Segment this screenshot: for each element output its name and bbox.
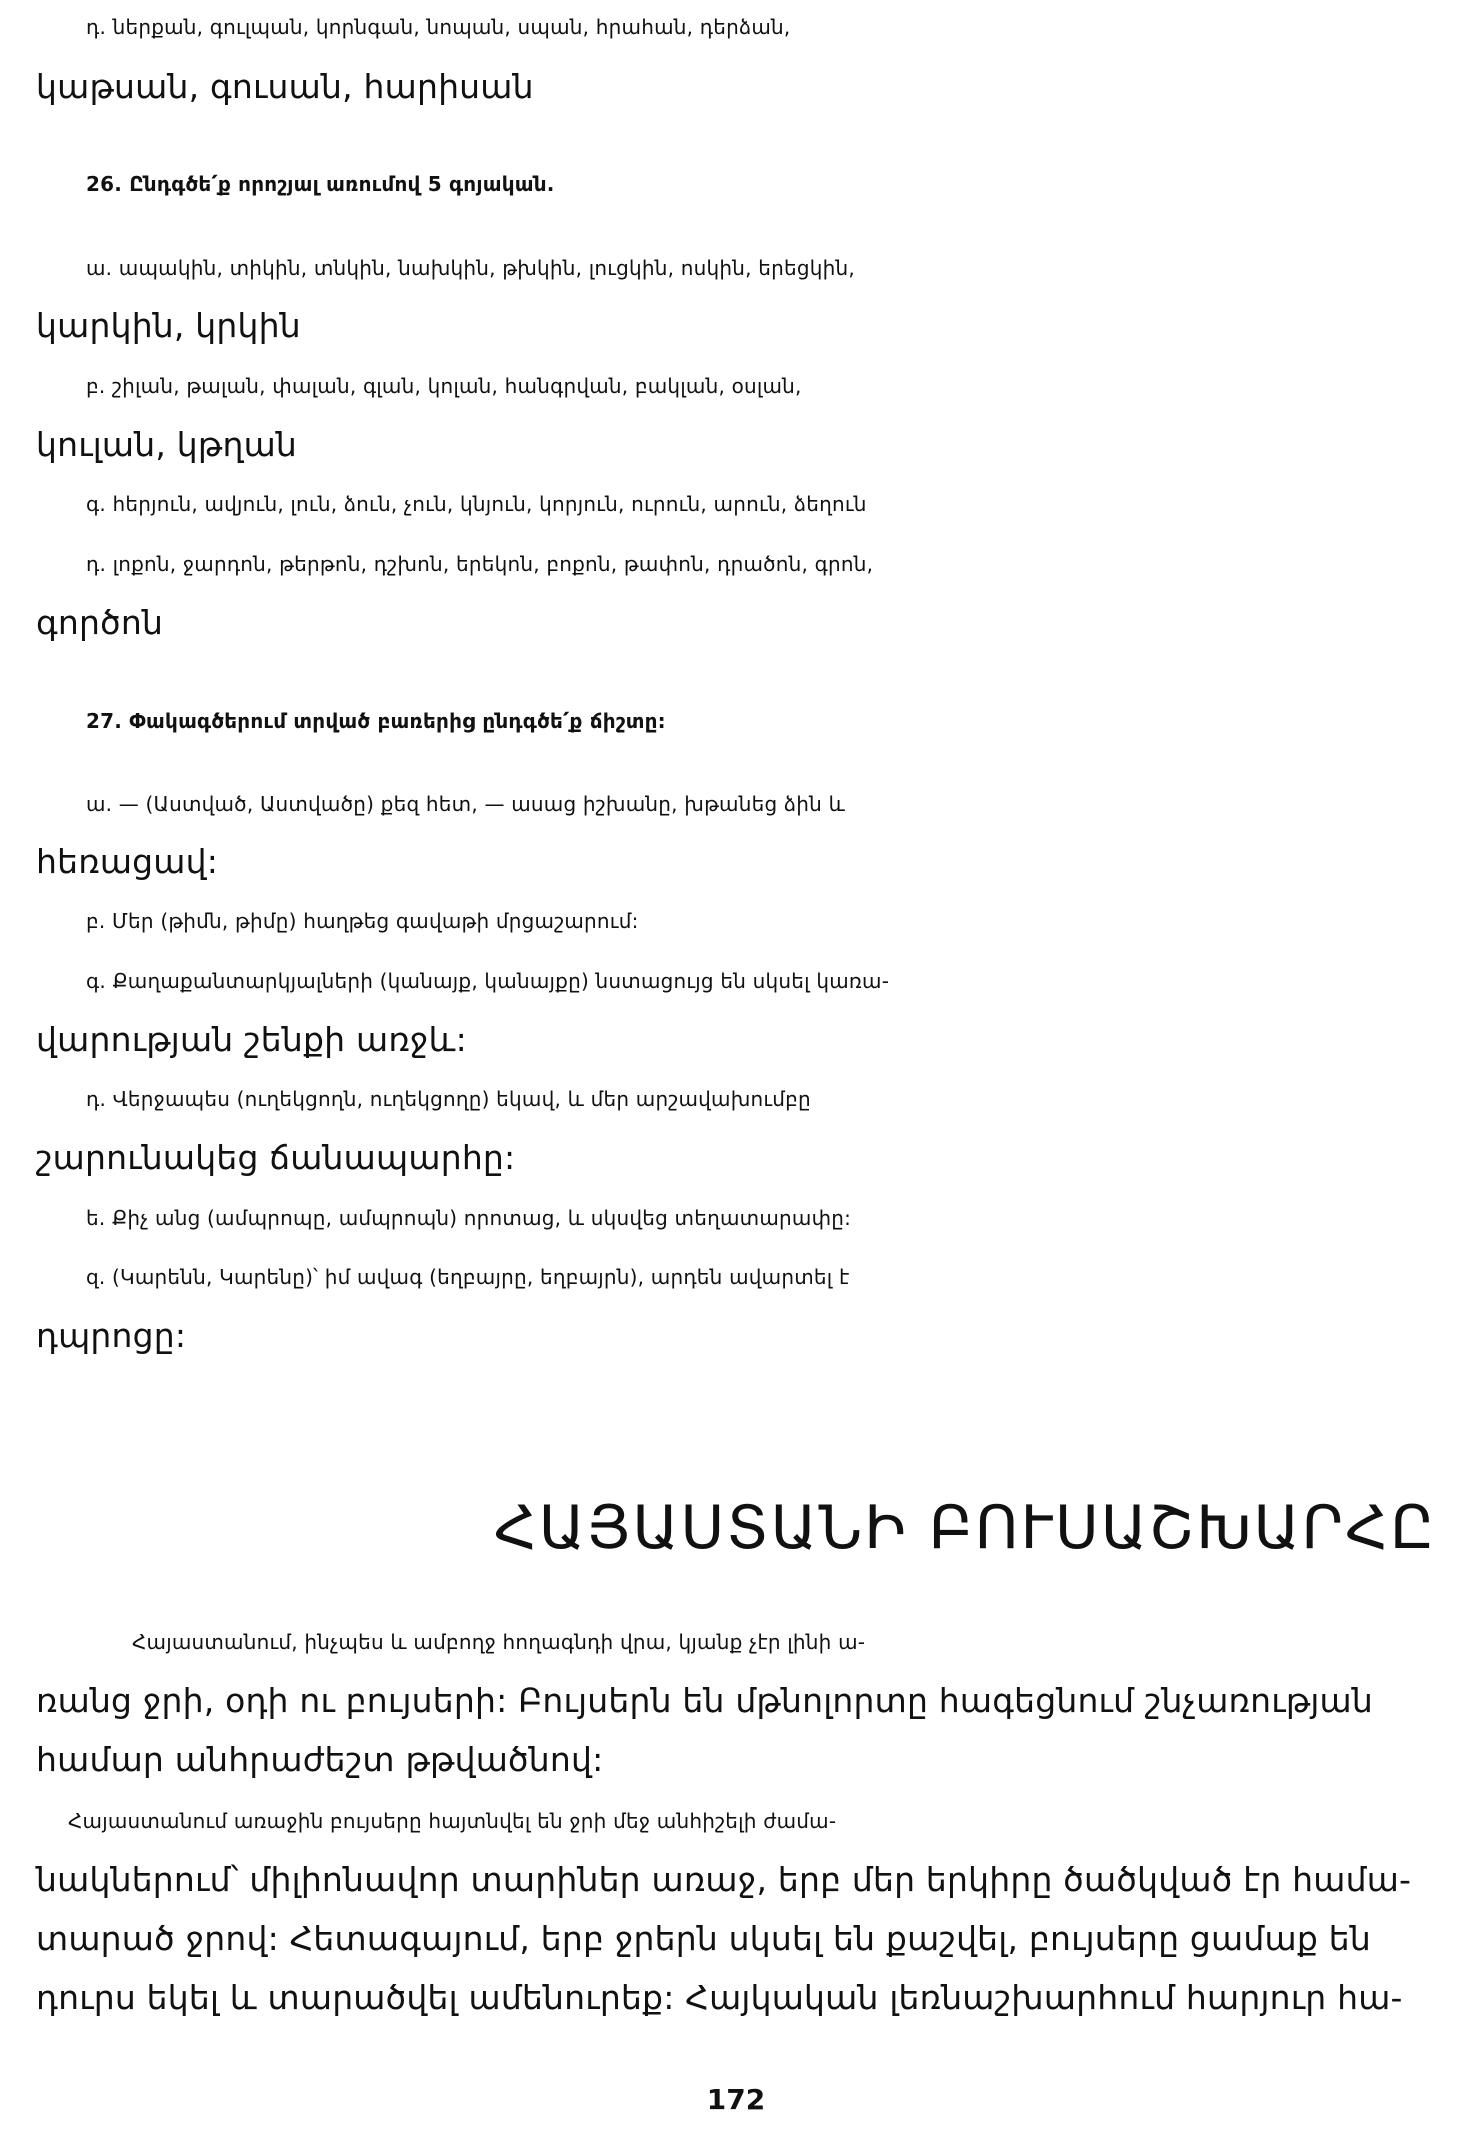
exercise-27-item-c-cont: վարության շենքի առջև: [36, 1020, 467, 1059]
exercise-27-item-c: գ. Քաղաքանտարկյալների (կանայք, կանայքը) նստացույց են սկսել կառա- [86, 969, 890, 993]
paragraph-1-line-3: համար անհրաժեշտ թթվածնով: [36, 1740, 604, 1779]
exercise-27-heading: 27. Փակագծերում տրված բառերից ընդգծե՛ք ճիշտը: [86, 709, 666, 733]
exercise-27-item-e: ե. Քիչ անց (ամպրոպը, ամպրոպն) որոտաց, և սկսվեց տեղատարափը: [86, 1206, 852, 1230]
exercise-26-item-b: բ. շիլան, թալան, փալան, գլան, կոլան, հանգրվան, բակլան, օսլան, [86, 374, 802, 398]
exercise-26-item-a-cont: կարկին, կրկին [36, 306, 301, 345]
exercise-27-item-a-cont: հեռացավ: [36, 842, 219, 881]
page-number: 172 [706, 2083, 766, 2116]
section-heading: ՀԱՅԱՍՏԱՆԻ ԲՈՒՍԱՇԽԱՐՀԸ [493, 1493, 1436, 1563]
exercise-26-item-c: գ. հերյուն, ավյուն, լուն, ձուն, չուն, կնյուն, կորյուն, ուրուն, արուն, ձեղուն [86, 492, 867, 516]
paragraph-2-line-1: Հայաստանում առաջին բույսերը հայտնվել են ջրի մեջ անհիշելի ժամա- [68, 1809, 837, 1833]
paragraph-2-line-3: տարած ջրով: Հետագայում, երբ ջրերն սկսել են քաշվել, բույսերը ցամաք են [36, 1919, 1371, 1958]
exercise-26-item-b-cont: կուլան, կթղան [36, 425, 298, 464]
exercise-25-item-d: դ. ներքան, գուլպան, կորնգան, նոպան, սպան, հրահան, դերձան, [86, 15, 791, 39]
exercise-27-item-b: բ. Մեր (թիմն, թիմը) հաղթեց գավաթի մրցաշարում: [86, 909, 639, 933]
paragraph-1-line-2: ռանց ջրի, օդի ու բույսերի: Բույսերն են մթնոլորտը հագեցնում շնչառության [36, 1681, 1373, 1720]
exercise-25-item-d-cont: կաթսան, գուսան, հարիսան [36, 67, 534, 106]
exercise-26-item-a: ա. ապակին, տիկին, տնկին, նախկին, թխկին, լուցկին, ոսկին, երեցկին, [86, 256, 855, 280]
exercise-27-item-z: զ. (Կարենն, Կարենը)՝ իմ ավագ (եղբայրը, եղբայրն), արդեն ավարտել է [86, 1265, 850, 1289]
exercise-26-item-d: դ. լոքոն, ջարդոն, թերթոն, դշխոն, երեկոն, բոքոն, թափոն, դրածոն, գրոն, [86, 552, 874, 576]
exercise-26-heading: 26. Ընդգծե՛ք որոշյալ առումով 5 գոյական. [86, 172, 555, 196]
exercise-27-item-d: դ. Վերջապես (ուղեկցողն, ուղեկցողը) եկավ, և մեր արշավախումբը [86, 1087, 811, 1111]
paragraph-2-line-2: նակներում՝ միլիոնավոր տարիներ առաջ, երբ մեր երկիրը ծածկված էր համա- [36, 1860, 1412, 1899]
exercise-26-item-d-cont: գործոն [36, 603, 164, 642]
exercise-27-item-d-cont: շարունակեց ճանապարհը: [36, 1138, 516, 1177]
exercise-27-item-z-cont: դպրոցը: [36, 1316, 187, 1355]
exercise-27-item-a: ա. — (Աստված, Աստվածը) քեզ հետ, — ասաց իշխանը, խթանեց ձին և [86, 792, 845, 816]
paragraph-1-line-1: Հայաստանում, ինչպես և ամբողջ հողագնդի վրա, կյանք չէր լինի ա- [132, 1630, 866, 1654]
paragraph-2-line-4: դուրս եկել և տարածվել ամենուրեք: Հայկական լեռնաշխարհում հարյուր հա- [36, 1978, 1403, 2017]
